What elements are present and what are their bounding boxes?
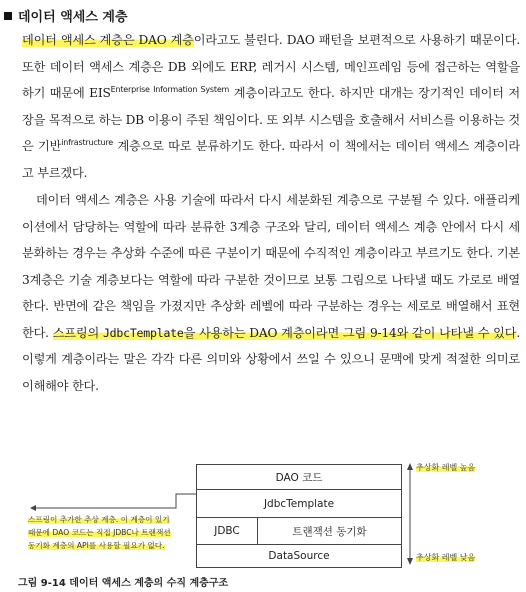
highlight-jdbctemplate: JdbcTemplate: [102, 325, 184, 340]
p2-text-a: 데이터 액세스 계층은 사용 기술에 따라서 다시 세분화된 계층으로 구분될 수 있다. 애플리케이션에서 담당하는 역할에 따라 분류한 3계층 구조와 달리, 데이터 액세스 계층 안에서 다시 세분화하는 경우는 추상화 수준에 따른 구분이기 때문에 수직적인 계층이라고 부르기도 한다. 기본 3계층은 기술 계층보다는 역할에 따라 구분한 것이므로 보통 그림으로 나타낼 때도 가로로 배열한다. 반면에 같은 책임을 가졌지만 추상화 레벨에 따라 구분하는 경우는 세로로 배열해서 표현한다.: [22, 193, 520, 340]
arrow-down-icon: [407, 558, 413, 565]
layer-jdbc: JDBC: [214, 525, 240, 537]
p1-text-b: 계층이라고도 한다. 하지만 대개는 장기적인 데이터 저장을 목적으로 하는 DB 이용이 주된 책임이다. 또 외부 시스템을 호출해서 서비스를 이용하는 것은 기반: [22, 86, 520, 153]
label-low-abstraction: 추상화 레벨 낮음: [416, 553, 476, 562]
bullet-square-icon: [4, 12, 12, 20]
note-connector: [36, 494, 196, 508]
section-title: 데이터 액세스 계층: [18, 10, 128, 25]
section-heading: [4, 6, 128, 25]
arrow-up-icon: [407, 463, 413, 470]
footnote-infrastructure: infrastructure: [61, 137, 113, 147]
layer-tx-sync: 트랜잭션 동기화: [292, 525, 367, 538]
note-arrowhead-icon: [30, 505, 36, 511]
highlight-dao-layer: 데이터 액세스 계층은 DAO 계층: [22, 33, 194, 47]
layer-datasource: DataSource: [268, 550, 330, 562]
figure-caption: 그림 9-14 데이터 액세스 계층의 수직 계층구조: [18, 578, 229, 589]
paragraph-2: [22, 187, 520, 399]
figure-9-14: [0, 458, 526, 592]
layer-jdbctemplate: JdbcTemplate: [263, 497, 335, 510]
layer-stack: [196, 464, 402, 568]
label-high-abstraction: 추상화 레벨 높음: [416, 463, 476, 472]
figure-note: 스프링이 추가한 추상 계층. 이 계층이 있기 때문에 DAO 코드는 직접 JDBC나 트랜잭션 동기화 계층의 API를 사용할 필요가 없다.: [28, 515, 171, 550]
p1-text-a: 이라고도 불린다. DAO 패턴을 보편적으로 사용하기 때문이다. 또한 데이터 액세스 계층은 DB 외에도 ERP, 레거시 시스템, 메인프레임 등에 접근하는 역할을 하기 때문에 EIS: [22, 33, 520, 100]
footnote-eis: Enterprise Information System: [110, 84, 230, 94]
layer-dao: DAO 코드: [275, 471, 323, 484]
p2-text-b: . 이렇게 계층이라는 말은 각각 다른 의미와 상황에서 쓰일 수 있으니 문맥에 맞게 적절한 의미로 이해해야 한다.: [22, 325, 521, 393]
p1-text-c: 계층으로 따로 분류하기도 한다. 따라서 이 책에서는 데이터 액세스 계층이라고 부르겠다.: [22, 139, 520, 180]
paragraph-1: [22, 27, 520, 186]
highlight-spring: 스프링의: [52, 325, 103, 340]
highlight-dao-figure-ref: 을 사용하는 DAO 계층이라면 그림 9-14와 같이 나타낼 수 있다: [183, 325, 517, 340]
